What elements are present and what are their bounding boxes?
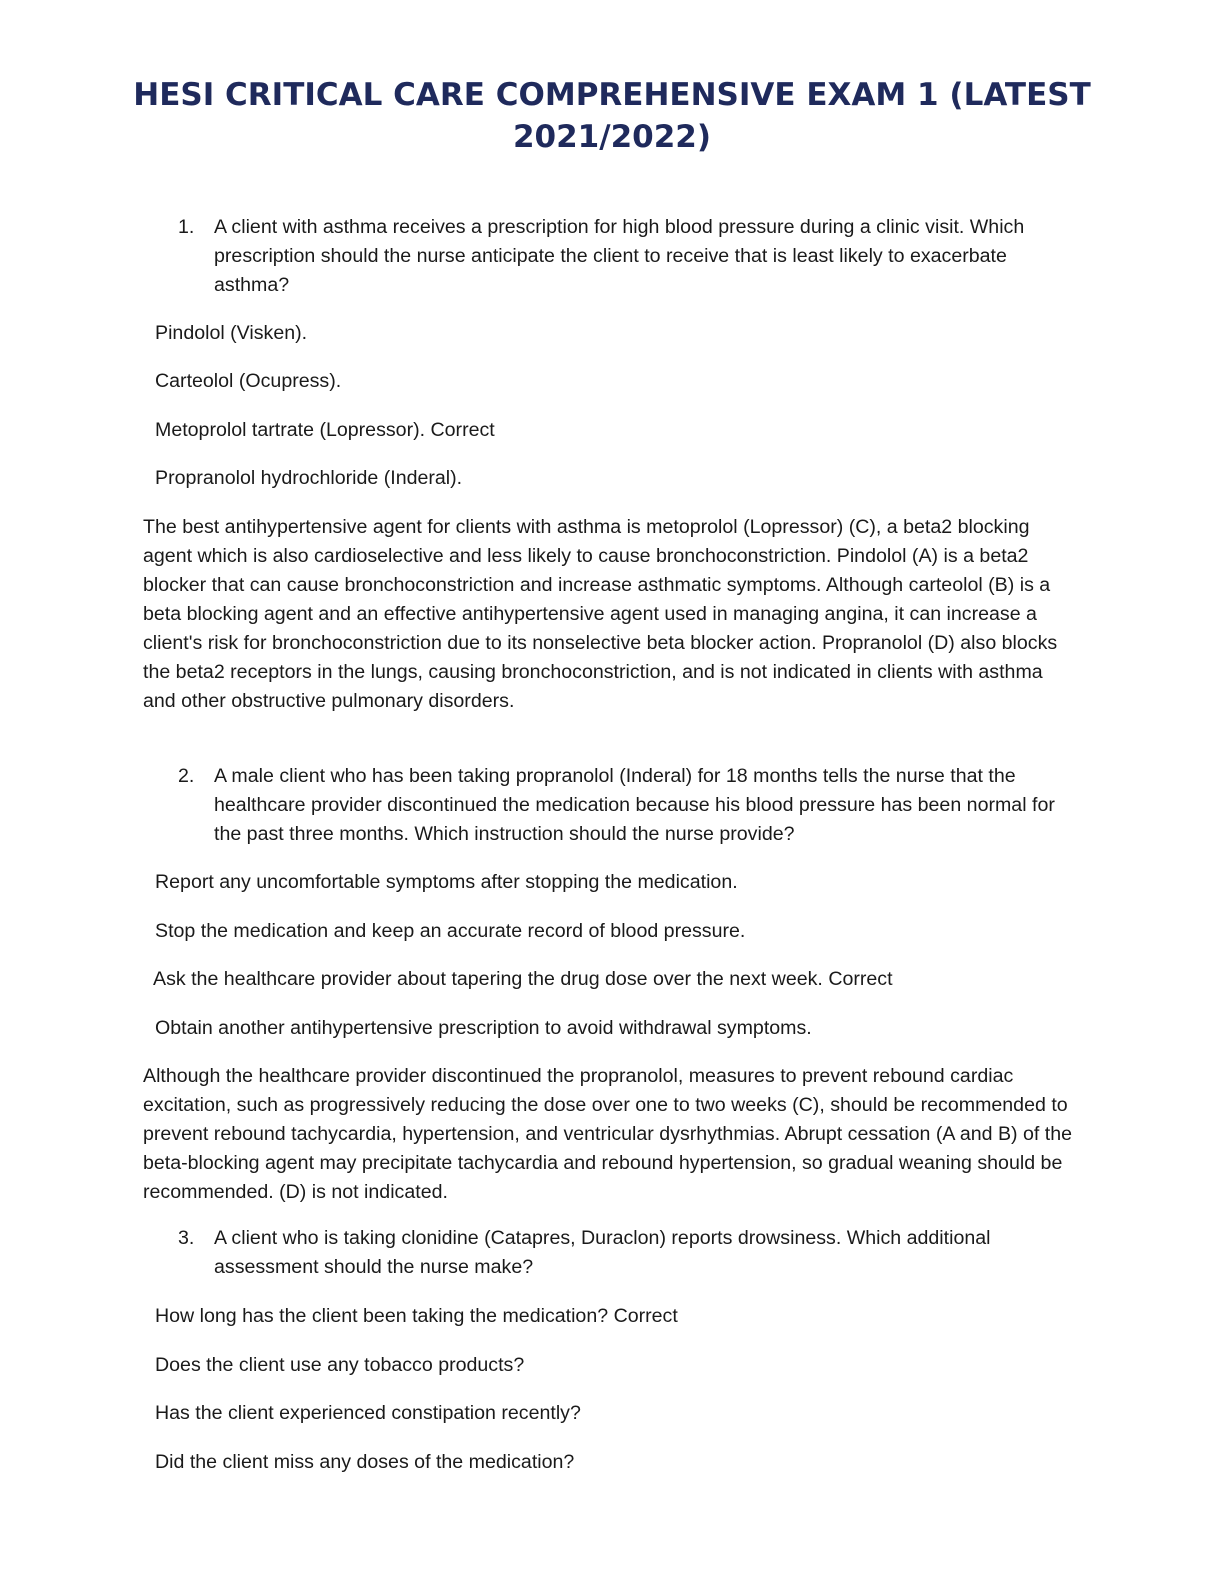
answer-option: Does the client use any tobacco products?: [155, 1354, 525, 1376]
answer-option: Pindolol (Visken).: [155, 322, 308, 344]
question-1: [178, 213, 1078, 300]
question-number: 1.: [178, 216, 195, 238]
question-number: 2.: [178, 765, 195, 787]
question-2: [178, 762, 1078, 849]
answer-option: Report any uncomfortable symptoms after stopping the medication.: [155, 871, 738, 893]
answer-option-correct: How long has the client been taking the medication? Correct: [155, 1305, 678, 1327]
rationale-paragraph: The best antihypertensive agent for clients with asthma is metoprolol (Lopressor) (C), a beta2 blocking agent which is also cardioselective and less likely to cause bronchoconstriction. Pindolol (A) is a beta2 blocker that can cause bronchoconstriction and increase asthmatic symptoms. Although carteolol (B) is a beta blocking agent and an effective antihypertensive agent used in managing angina, it can increase a client's risk for bronchoconstriction due to its nonselective beta blocker action. Propranolol (D) also blocks the beta2 receptors in the lungs, causing bronchoconstriction, and is not indicated in clients with asthma and other obstructive pulmonary disorders.: [143, 516, 1058, 712]
answer-option-correct: Metoprolol tartrate (Lopressor). Correct: [155, 419, 495, 441]
question-3: [178, 1224, 1078, 1282]
document-title: HESI CRITICAL CARE COMPREHENSIVE EXAM 1 (LATEST 2021/2022): [133, 77, 1091, 155]
rationale-paragraph: Although the healthcare provider discontinued the propranolol, measures to prevent rebound cardiac excitation, such as progressively reducing the dose over one to two weeks (C), should be recommended to prevent rebound tachycardia, hypertension, and ventricular dysrhythmias. Abrupt cessation (A and B) of the beta-blocking agent may precipitate tachycardia and rebound hypertension, so gradual weaning should be recommended. (D) is not indicated.: [143, 1065, 1073, 1203]
question-stem: A client with asthma receives a prescription for high blood pressure during a clinic visit. Which prescription should the nurse anticipate the client to receive that is least likely to exacerbate asthma?: [214, 216, 1025, 296]
answer-option: Stop the medication and keep an accurate record of blood pressure.: [155, 920, 746, 942]
answer-option: Obtain another antihypertensive prescription to avoid withdrawal symptoms.: [155, 1017, 812, 1039]
question-stem: A male client who has been taking propranolol (Inderal) for 18 months tells the nurse that the healthcare provider discontinued the medication because his blood pressure has been normal for the past three months. Which instruction should the nurse provide?: [214, 765, 1055, 845]
question-stem: A client who is taking clonidine (Catapres, Duraclon) reports drowsiness. Which additional assessment should the nurse make?: [214, 1227, 991, 1278]
answer-option-correct: Ask the healthcare provider about tapering the drug dose over the next week. Correct: [153, 968, 893, 990]
answer-option: Propranolol hydrochloride (Inderal).: [155, 467, 463, 489]
question-number: 3.: [178, 1227, 195, 1249]
answer-option: Has the client experienced constipation recently?: [155, 1402, 581, 1424]
answer-option: Did the client miss any doses of the medication?: [155, 1451, 575, 1473]
answer-option: Carteolol (Ocupress).: [155, 370, 342, 392]
